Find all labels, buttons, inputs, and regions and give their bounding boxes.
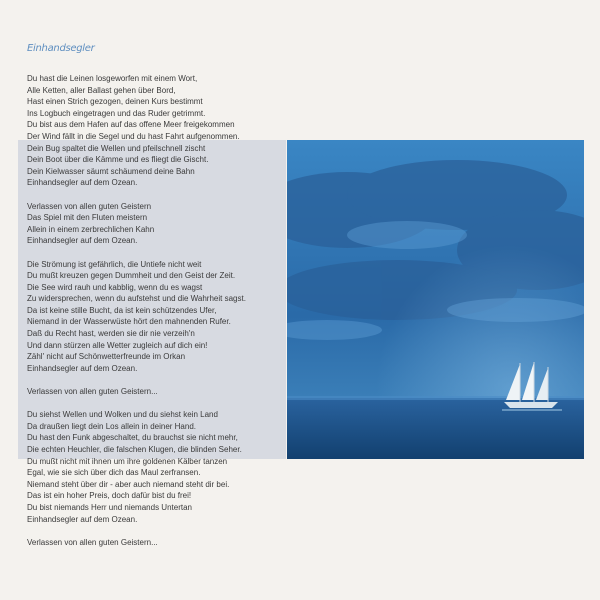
lyric-line: Dein Bug spaltet die Wellen und pfeilschnell zischt <box>27 143 206 153</box>
lyric-line: Du bist niemands Herr und niemands Untertan <box>27 502 192 512</box>
lyric-line: Egal, wie sie sich über dich das Maul zerfransen. <box>27 468 201 478</box>
lyric-line: Einhandsegler auf dem Ozean. <box>27 236 138 246</box>
lyric-line: Verlassen von allen guten Geistern... <box>27 537 158 547</box>
stanza-4 <box>27 386 285 398</box>
lyric-line: Allein in einem zerbrechlichen Kahn <box>27 224 155 234</box>
lyric-line: Und dann stürzen alle Wetter zugleich auf dich ein! <box>27 340 208 350</box>
lyric-line: Da draußen liegt dein Los allein in deiner Hand. <box>27 421 196 431</box>
lyric-line: Die echten Heuchler, die falschen Klugen, die blinden Seher. <box>27 445 242 454</box>
lyric-line: Dein Kielwasser säumt schäumend deine Bahn <box>27 166 195 176</box>
lyric-line: Das Spiel mit den Fluten meistern <box>27 213 148 223</box>
lyric-line: Alle Ketten, aller Ballast gehen über Bord, <box>27 85 176 95</box>
lyric-line: Verlassen von allen guten Geistern... <box>27 387 158 397</box>
lyric-line: Der Wind fällt in die Segel und du hast Fahrt aufgenommen. <box>27 131 240 141</box>
sailboat-illustration <box>287 140 584 459</box>
lyric-line: Ins Logbuch eingetragen und das Ruder getrimmt. <box>27 108 206 118</box>
lyric-line: Niemand steht über dir - aber auch niemand steht dir bei. <box>27 479 230 489</box>
stanza-6 <box>27 537 285 549</box>
lyric-line: Die See wird rauh und kabblig, wenn du es wagst <box>27 282 203 292</box>
lyric-line: Da ist keine stille Bucht, da ist kein schützendes Ufer, <box>27 305 217 315</box>
stanza-2 <box>27 201 285 247</box>
lyric-line: Du hast die Leinen losgeworfen mit einem Wort, <box>27 74 198 83</box>
lyric-line: Einhandsegler auf dem Ozean. <box>27 514 138 524</box>
lyric-line: Einhandsegler auf dem Ozean. <box>27 363 138 373</box>
lyric-line: Du hast den Funk abgeschaltet, du brauchst sie nicht mehr, <box>27 433 238 443</box>
stanza-5 <box>27 409 285 525</box>
lyric-line: Du mußt kreuzen gegen Dummheit und den Geist der Zeit. <box>27 271 236 281</box>
lyric-line: Daß du Recht hast, werden sie dir nie verzeih'n <box>27 329 195 339</box>
lyric-line: Das ist ein hoher Preis, doch dafür bist du frei! <box>27 491 192 501</box>
lyric-line: Du mußt nicht mit ihnen um ihre goldenen Kälber tanzen <box>27 456 228 466</box>
lyric-line: Du siehst Wellen und Wolken und du siehst kein Land <box>27 410 218 420</box>
lyric-line: Du bist aus dem Hafen auf das offene Meer freigekommen <box>27 120 235 130</box>
lyric-line: Hast einen Strich gezogen, deinen Kurs bestimmt <box>27 97 203 107</box>
lyric-line: Verlassen von allen guten Geistern <box>27 201 152 211</box>
lyric-line: Niemand in der Wasserwüste hört den mahnenden Rufer. <box>27 317 231 327</box>
lyric-line: Dein Boot über die Kämme und es fliegt die Gischt. <box>27 155 209 165</box>
stanza-1 <box>27 73 285 189</box>
lyrics-text <box>27 73 285 560</box>
sailboat-at-sea-image <box>287 140 584 459</box>
lyric-line: Die Strömung ist gefährlich, die Untiefe nicht weit <box>27 259 202 269</box>
lyric-line: Zu widersprechen, wenn du aufstehst und die Wahrheit sagst. <box>27 294 246 304</box>
lyric-line: Zähl' nicht auf Schönwetterfreunde im Orkan <box>27 352 186 362</box>
stanza-3 <box>27 259 285 375</box>
lyric-line: Einhandsegler auf dem Ozean. <box>27 178 138 188</box>
song-title: Einhandsegler <box>27 43 95 54</box>
